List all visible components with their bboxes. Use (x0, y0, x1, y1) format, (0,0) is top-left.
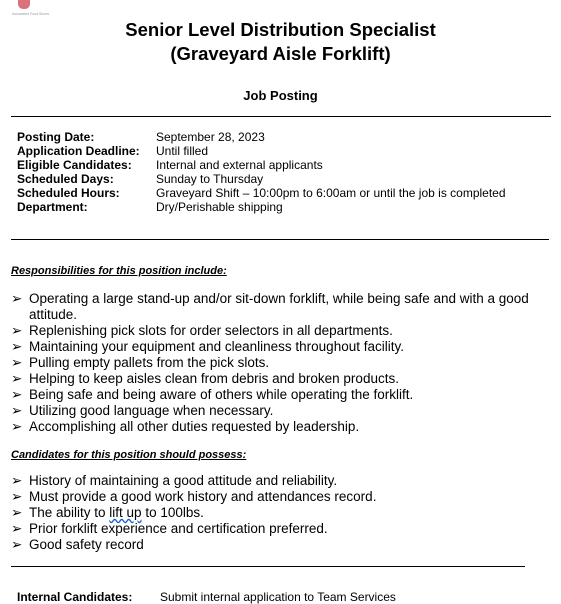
list-item: ➢ The ability to lift up to 100lbs. (11, 505, 204, 520)
arrow-bullet-icon: ➢ (11, 355, 23, 370)
list-item: ➢ Pulling empty pallets from the pick slots. (11, 355, 270, 370)
arrow-bullet-icon: ➢ (11, 505, 23, 520)
detail-value: September 28, 2023 (156, 130, 265, 144)
arrow-bullet-icon: ➢ (11, 339, 23, 354)
internal-candidates-value: Submit internal application to Team Services (160, 590, 396, 604)
arrow-bullet-icon: ➢ (11, 291, 23, 306)
detail-label: Scheduled Days: (17, 172, 114, 186)
divider (11, 566, 525, 567)
document-type: Job Posting (243, 88, 318, 103)
responsibilities-heading: Responsibilities for this position include: (11, 265, 227, 277)
detail-label: Application Deadline: (17, 144, 140, 158)
logo-mark (18, 0, 30, 9)
list-item: ➢ Being safe and being aware of others while operating the forklift. (11, 387, 414, 402)
list-item: ➢ Accomplishing all other duties requested by leadership. (11, 419, 360, 434)
arrow-bullet-icon: ➢ (11, 521, 23, 536)
internal-candidates-label: Internal Candidates: (17, 590, 133, 604)
job-subtitle: (Graveyard Aisle Forklift) (170, 43, 391, 64)
list-item: ➢ Utilizing good language when necessary. (11, 403, 274, 418)
list-item: ➢ Must provide a good work history and attendances record. (11, 489, 377, 504)
divider (11, 116, 551, 117)
divider (11, 239, 549, 240)
job-title: Senior Level Distribution Specialist (125, 19, 436, 40)
arrow-bullet-icon: ➢ (11, 403, 23, 418)
candidates-list (11, 473, 557, 553)
detail-label: Scheduled Hours: (17, 186, 120, 200)
list-item: ➢ Replenishing pick slots for order selectors in all departments. (11, 323, 393, 338)
arrow-bullet-icon: ➢ (11, 537, 23, 552)
list-item: ➢ Good safety record (11, 537, 144, 552)
detail-value: Sunday to Thursday (156, 172, 264, 186)
list-item: ➢ History of maintaining a good attitude and reliability. (11, 473, 338, 488)
detail-label: Department: (17, 200, 88, 214)
detail-value: Dry/Perishable shipping (156, 200, 283, 214)
arrow-bullet-icon: ➢ (11, 387, 23, 402)
candidates-heading: Candidates for this position should possess: (11, 449, 247, 461)
arrow-bullet-icon: ➢ (11, 323, 23, 338)
spellcheck-marked-text: lift up (109, 505, 142, 520)
detail-value: Graveyard Shift – 10:00pm to 6:00am or until the job is completed (156, 186, 506, 200)
logo-text: Associated Food Stores (12, 12, 50, 16)
arrow-bullet-icon: ➢ (11, 371, 23, 386)
arrow-bullet-icon: ➢ (11, 473, 23, 488)
detail-label: Posting Date: (17, 130, 95, 144)
company-logo (12, 0, 62, 18)
list-item: ➢ Helping to keep aisles clean from debris and broken products. (11, 371, 399, 386)
responsibilities-list (11, 291, 557, 435)
arrow-bullet-icon: ➢ (11, 419, 23, 434)
detail-label: Eligible Candidates: (17, 158, 132, 172)
detail-value: Internal and external applicants (156, 158, 323, 172)
list-item: ➢ Prior forklift experience and certification preferred. (11, 521, 328, 536)
arrow-bullet-icon: ➢ (11, 489, 23, 504)
list-item: ➢ Operating a large stand-up and/or sit-down forklift, while being safe and with a good attitude. (11, 291, 529, 322)
detail-value: Until filled (156, 144, 209, 158)
list-item: ➢ Maintaining your equipment and cleanliness throughout facility. (11, 339, 404, 354)
